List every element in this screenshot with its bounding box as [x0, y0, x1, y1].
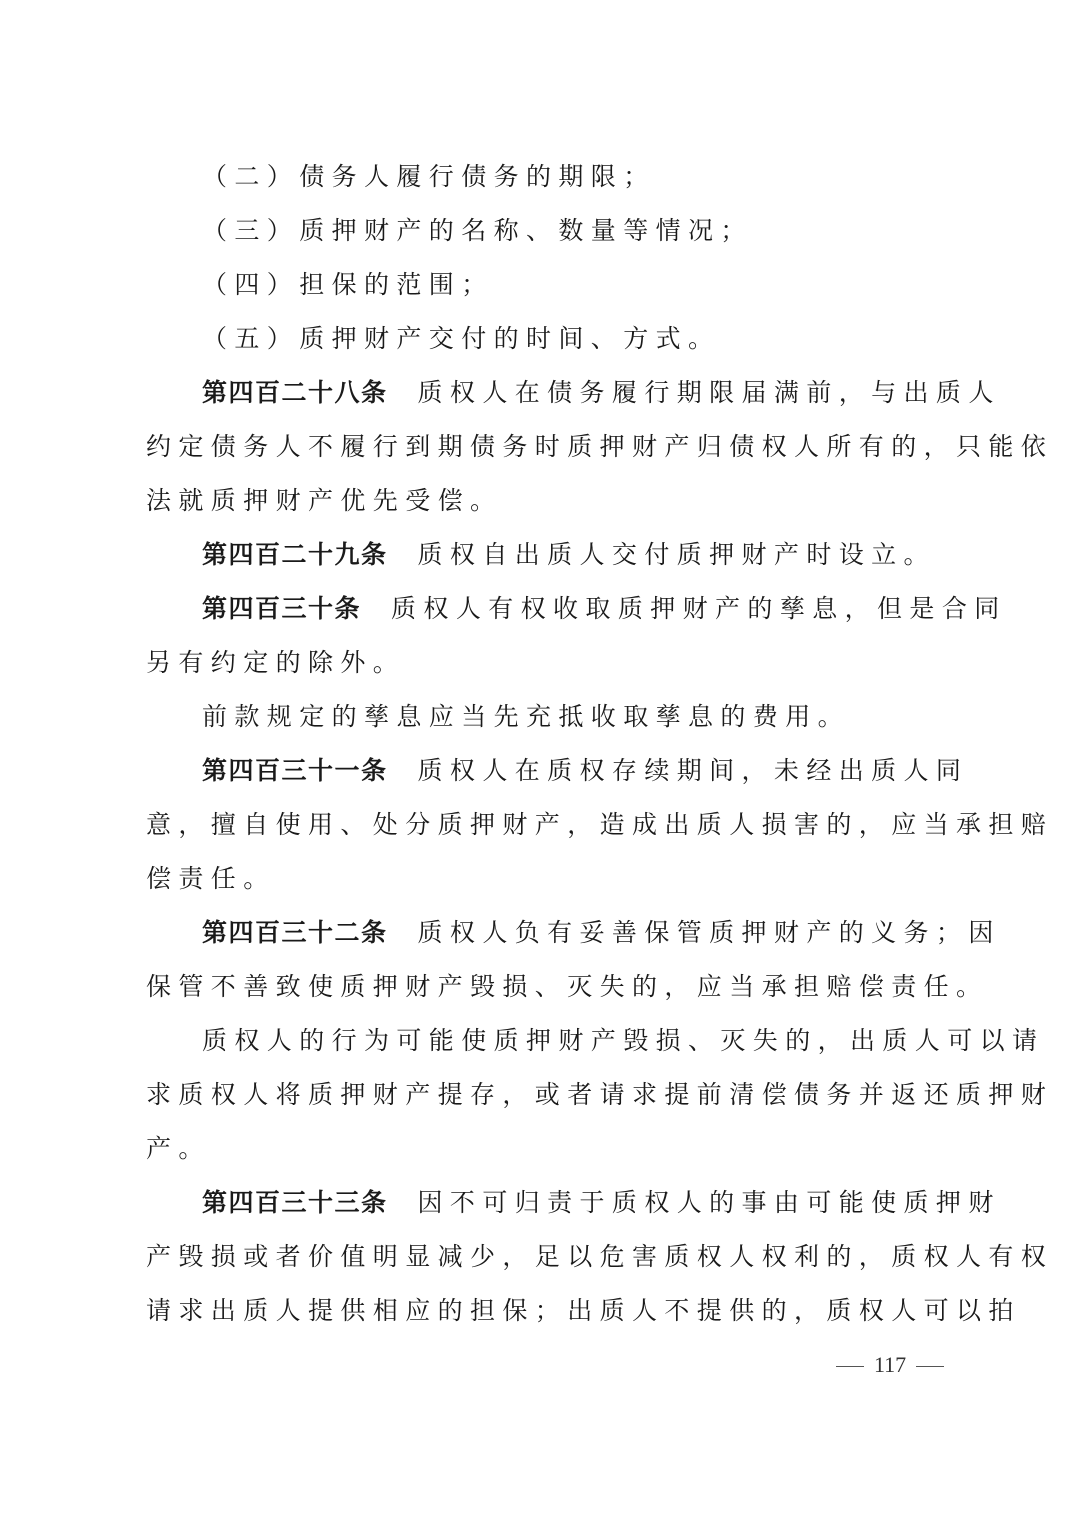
article-text: 质权人有权收取质押财产的孳息，但是合同	[391, 594, 1007, 623]
body-text	[146, 150, 1054, 1338]
article-label: 第四百三十二条	[202, 918, 388, 947]
article-label: 第四百三十一条	[202, 756, 388, 785]
article-line: 保管不善致使质押财产毁损、灭失的，应当承担赔偿责任。	[146, 972, 989, 1001]
article-first-line	[146, 744, 969, 798]
article-label: 第四百二十九条	[202, 540, 388, 569]
article-paragraph-line: 质权人的行为可能使质押财产毁损、灭失的，出质人可以请	[202, 1026, 1045, 1055]
article-text: 质权自出质人交付质押财产时设立。	[417, 540, 936, 569]
article-paragraph-line: 产。	[146, 1134, 211, 1163]
article-line: 产毁损或者价值明显减少，足以危害质权人权利的，质权人有权	[146, 1242, 1054, 1271]
list-item: （四）担保的范围；	[202, 270, 494, 299]
article-line: 意，擅自使用、处分质押财产，造成出质人损害的，应当承担赔	[146, 810, 1054, 839]
list-item: （三）质押财产的名称、数量等情况；	[202, 216, 753, 245]
article-text: 质权人在质权存续期间，未经出质人同	[417, 756, 969, 785]
article-line: 另有约定的除外。	[146, 648, 406, 677]
article-text: 质权人负有妥善保管质押财产的义务；因	[417, 918, 1001, 947]
list-item: （二）债务人履行债务的期限；	[202, 162, 656, 191]
article-first-line	[146, 528, 942, 582]
article-label: 第四百三十三条	[202, 1188, 388, 1217]
article-first-line	[146, 582, 1007, 636]
article-first-line	[146, 906, 1001, 960]
article-label: 第四百二十八条	[202, 378, 388, 407]
article-line: 约定债务人不履行到期债务时质押财产归债权人所有的，只能依	[146, 432, 1054, 461]
article-label: 第四百三十条	[202, 594, 362, 623]
article-paragraph-line: 求质权人将质押财产提存，或者请求提前清偿债务并返还质押财	[146, 1080, 1054, 1109]
right-dash	[916, 1366, 944, 1367]
article-line: 法就质押财产优先受偿。	[146, 486, 503, 515]
article-first-line	[146, 1176, 1001, 1230]
article-line: 偿责任。	[146, 864, 276, 893]
article-text: 因不可归责于质权人的事由可能使质押财	[417, 1188, 1001, 1217]
article-paragraph-line: 前款规定的孳息应当先充抵收取孳息的费用。	[202, 702, 851, 731]
page-number-value: 117	[874, 1352, 907, 1377]
article-text: 质权人在债务履行期限届满前，与出质人	[417, 378, 1001, 407]
left-dash	[836, 1366, 864, 1367]
article-first-line	[146, 366, 1001, 420]
page-number	[826, 1352, 956, 1378]
list-item: （五）质押财产交付的时间、方式。	[202, 324, 721, 353]
article-line: 请求出质人提供相应的担保；出质人不提供的，质权人可以拍	[146, 1296, 1021, 1325]
